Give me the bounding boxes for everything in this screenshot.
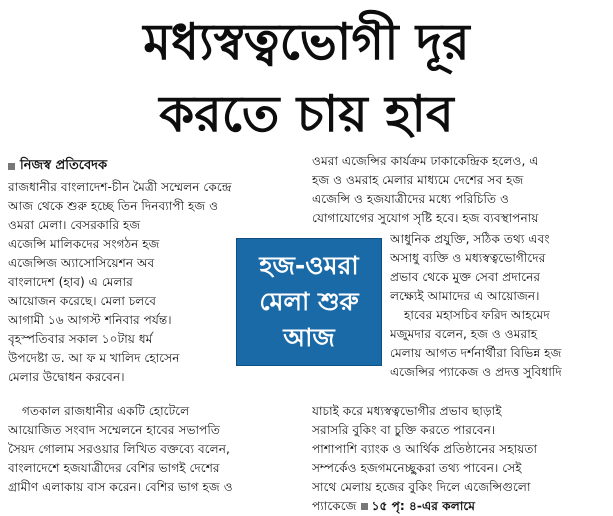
byline [8, 156, 107, 177]
text-line: বাংলাদেশে হজযাত্রীদের বেশির ভাগই দেশের [8, 461, 220, 475]
text-line: গ্রামীণ এলাকায় বাস করেন। বেশির ভাগ হজ ও [8, 480, 233, 494]
text-line: সাথে মেলায় হজের বুকিং দিলে এজেন্সিগুলো [312, 480, 531, 494]
text-line: বৃহস্পতিবার সকাল ১০টায় ধর্ম [8, 332, 153, 346]
text-line: হাবের মহাসচিব ফরিদ আহমেদ [404, 308, 550, 322]
text-line: মেলার উদ্বোধন করবেন। [8, 370, 125, 384]
callout-line-2: মেলা শুরু [259, 287, 359, 316]
callout-line-3: আজ [283, 323, 335, 352]
text-line: গতকাল রাজধানীর একটি হোটেলে [22, 404, 190, 418]
text-line: আয়োজিত সংবাদ সম্মেলনে হাবের সভাপতি [8, 423, 221, 437]
callout-box [236, 238, 382, 366]
text-line: সৈয়দ গোলাম সরওয়ার লিখিত বক্তব্যে বলেন, [8, 442, 230, 456]
text-line: ওমরা মেলা। বেসরকারি হজ [8, 218, 141, 232]
text-line: আগামী ১৬ আগস্ট শনিবার পর্যন্ত। [8, 313, 172, 327]
continuation-line [312, 497, 608, 516]
text-line: আয়োজন করেছে। মেলা চলবে [8, 294, 157, 308]
text-line: পাশাপাশি ব্যাংক ও আর্থিক প্রতিষ্ঠানের সহায়তা [312, 442, 538, 456]
headline-line-1: মধ্যস্বত্বভোগী দূর [143, 13, 470, 71]
text-line: অসাধু ব্যক্তি ও মধ্যস্বত্বভোগীদের [390, 251, 546, 265]
text-line: বাংলাদেশ (হাব) এ মেলার [8, 275, 133, 289]
headline-line-2: করতে চায় হাব [159, 85, 454, 143]
left-column-top [8, 178, 232, 391]
callout-line-1: হজ-ওমরা [259, 251, 359, 280]
text-line: প্রভাব থেকে মুক্ত সেবা প্রদানের [390, 270, 541, 284]
text-line: রাজধানীর বাংলাদেশ-চীন মৈত্রী সম্মেলন কেন্দ্রে [8, 180, 232, 194]
text-line: এজেন্সির প্যাকেজ ও প্রদত্ত সুবিধাদি [390, 365, 562, 379]
text-line: যাচাই করে মধ্যস্বত্বভোগীর প্রভাব ছাড়াই [312, 404, 502, 418]
text-line: উপদেষ্টা ড. আ ফ ম খালিদ হোসেন [8, 351, 180, 365]
square-bullet-icon [361, 503, 368, 510]
left-column-bottom [8, 402, 298, 497]
right-column-top [312, 152, 608, 228]
text-line: যোগাযোগের সুযোগ সৃষ্টি হবে। হজ ব্যবস্থাপনায় [312, 211, 539, 225]
text-line: এজেন্সি ও হজযাত্রীদের মধ্যে পরিচিতি ও [312, 192, 509, 206]
last-line-start: প্যাকেজে [312, 499, 357, 513]
square-bullet-icon [8, 163, 15, 170]
continuation-ref: ১৫ পৃ: ৪-এর কলামে [371, 499, 476, 513]
text-line: হজ ও ওমরাহ মেলার মাধ্যমে দেশের সব হজ [312, 173, 524, 187]
text-line: মজুমদার বলেন, হজ ও ওমরাহ [390, 327, 538, 341]
text-line: মেলায় আগত দর্শনার্থীরা বিভিন্ন হজ [390, 346, 562, 360]
text-line: আধুনিক প্রযুক্তি, সঠিক তথ্য এবং [390, 232, 550, 246]
byline-text: নিজস্ব প্রতিবেদক [20, 158, 108, 173]
text-line: এজেন্সিজ অ্যাসোসিয়েশন অব [8, 256, 155, 270]
text-line: সরাসরি বুকিং বা চুক্তি করতে পারবেন। [312, 423, 496, 437]
text-line: লক্ষ্যেই আমাদের এ আয়োজন। [390, 289, 540, 303]
text-line: ওমরা এজেন্সির কার্যক্রম ঢাকাকেন্দ্রিক হলেও, এ [312, 154, 539, 168]
text-line: সম্পর্কেও হজগমনেচ্ছুকরা তথ্য পাবেন। সেই [312, 461, 522, 475]
text-line: এজেন্সি মালিকদের সংগঠন হজ [8, 237, 160, 251]
text-line: আজ থেকে শুরু হচ্ছে তিন দিনব্যাপী হজ ও [8, 199, 219, 213]
right-column-middle [390, 230, 608, 382]
right-column-bottom [312, 402, 608, 516]
